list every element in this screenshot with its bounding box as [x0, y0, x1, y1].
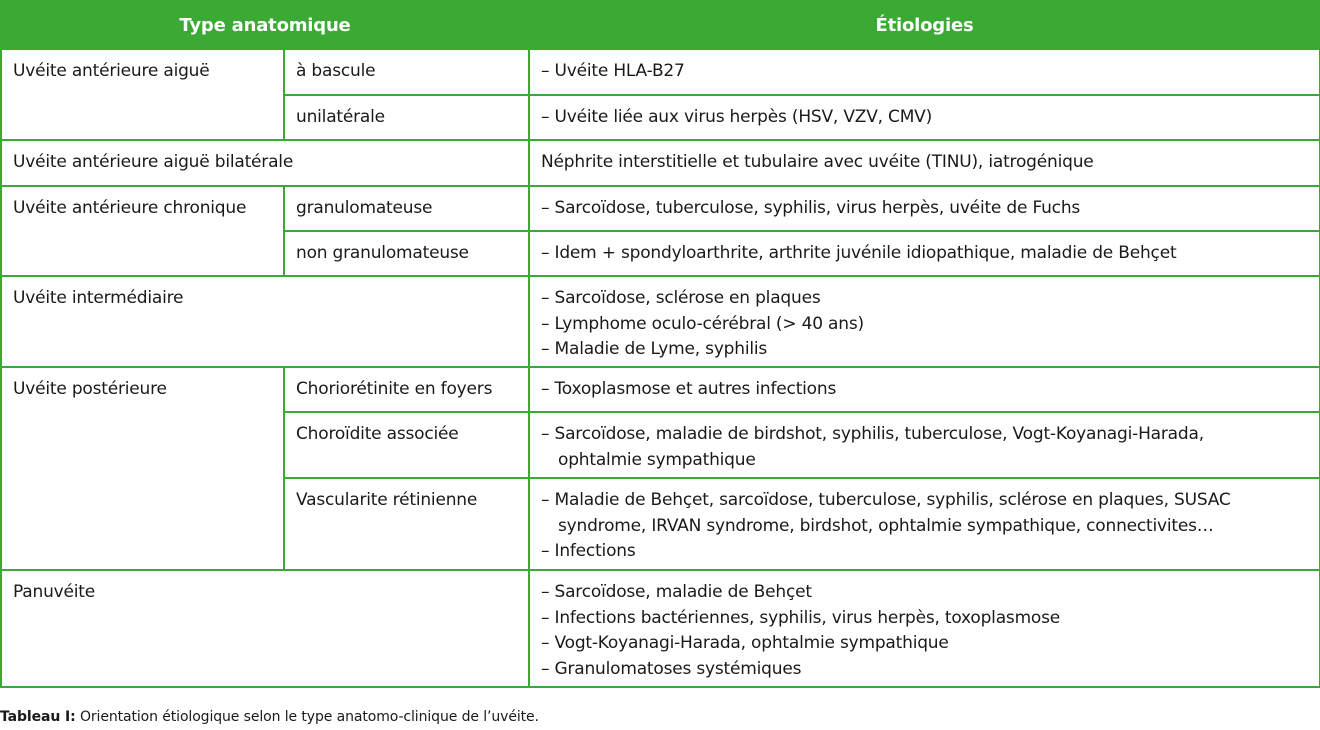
etiology-line: – Idem + spondyloarthrite, arthrite juvénile idiopathique, maladie de Behçet — [541, 243, 1177, 263]
etiology-line: – Infections bactériennes, syphilis, virus herpès, toxoplasmose — [541, 607, 1061, 628]
type-cell: Uvéite antérieure aiguë bilatérale — [1, 140, 529, 186]
etiology-line: – Uvéite liée aux virus herpès (HSV, VZV, CMV) — [541, 107, 933, 127]
subtype-cell: Choroïdite associée — [284, 412, 529, 478]
caption-label: Tableau I: — [0, 709, 76, 725]
subtype-cell: non granulomateuse — [284, 231, 529, 276]
etiology-line: ophtalmie sympathique — [558, 449, 756, 470]
subtype-cell: Vascularite rétinienne — [284, 478, 529, 570]
table-caption — [0, 709, 539, 725]
etiology-line: Néphrite interstitielle et tubulaire avec uvéite (TINU), iatrogénique — [541, 152, 1094, 172]
table-row — [1, 140, 1320, 186]
etiology-line: – Sarcoïdose, maladie de birdshot, syphilis, tuberculose, Vogt-Koyanagi-Harada, — [541, 424, 1204, 444]
table-row — [1, 276, 1320, 367]
type-cell: Uvéite postérieure — [1, 367, 284, 570]
etiology-line: syndrome, IRVAN syndrome, birdshot, ophtalmie sympathique, connectivites… — [558, 515, 1214, 536]
table-row — [1, 367, 1320, 412]
table-header-row — [1, 1, 1320, 49]
type-cell: Uvéite antérieure aiguë — [1, 49, 284, 140]
etiology-cell — [529, 95, 1320, 140]
table-row — [1, 49, 1320, 95]
type-cell: Uvéite intermédiaire — [1, 276, 529, 367]
etiology-cell — [529, 412, 1320, 478]
subtype-cell: granulomateuse — [284, 186, 529, 231]
etiology-line: – Infections — [541, 541, 636, 561]
type-cell: Panuvéite — [1, 570, 529, 687]
type-cell: Uvéite antérieure chronique — [1, 186, 284, 276]
etiology-line: – Maladie de Behçet, sarcoïdose, tuberculose, syphilis, sclérose en plaques, SUSAC — [541, 490, 1231, 510]
subtype-cell: à bascule — [284, 49, 529, 95]
etiology-cell — [529, 276, 1320, 367]
etiology-cell — [529, 186, 1320, 231]
subtype-cell: Choriorétinite en foyers — [284, 367, 529, 412]
etiology-line: – Lymphome oculo-cérébral (> 40 ans) — [541, 313, 864, 334]
header-anatomic-type: Type anatomique — [1, 1, 529, 49]
table-row — [1, 570, 1320, 687]
caption-text: Orientation étiologique selon le type anatomo-clinique de l’uvéite. — [75, 709, 539, 725]
etiology-line: – Vogt-Koyanagi-Harada, ophtalmie sympathique — [541, 633, 949, 653]
subtype-cell: unilatérale — [284, 95, 529, 140]
etiology-cell — [529, 231, 1320, 276]
etiology-line: – Sarcoïdose, maladie de Behçet — [541, 582, 812, 602]
header-etiologies: Étiologies — [529, 1, 1320, 49]
etiology-line: – Uvéite HLA-B27 — [541, 61, 685, 81]
etiology-cell — [529, 367, 1320, 412]
etiology-cell — [529, 140, 1320, 186]
etiology-cell — [529, 49, 1320, 95]
table-row — [1, 186, 1320, 231]
etiology-line: – Granulomatoses systémiques — [541, 658, 802, 679]
etiology-cell — [529, 478, 1320, 570]
etiology-cell — [529, 570, 1320, 687]
etiology-line: – Toxoplasmose et autres infections — [541, 379, 837, 399]
etiology-line: – Sarcoïdose, tuberculose, syphilis, virus herpès, uvéite de Fuchs — [541, 198, 1081, 218]
etiology-line: – Maladie de Lyme, syphilis — [541, 339, 768, 359]
etiology-line: – Sarcoïdose, sclérose en plaques — [541, 288, 821, 308]
